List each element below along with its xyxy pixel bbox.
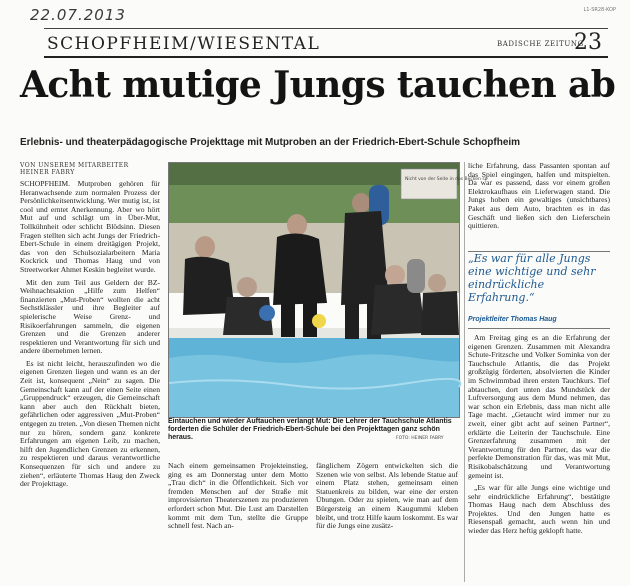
photo-credit: FOTO: HEINER FABRY [396,436,444,441]
paragraph: „Es war für alle Jungs eine wichtige und sehr eindrückliche Erfahrung“, bestätigte Thomas Haug nach dem Abschluss des Projektes. Und den Jungen hatte es Riesenspaß gemacht, auch wenn hin und wieder das Herz heftig geklopft hatte. [468,483,610,536]
quote-rule-bottom [468,328,610,329]
newspaper-name: BADISCHE ZEITUNG [497,40,584,48]
column-divider [464,162,465,582]
paragraph: liche Erfahrung, dass Passanten spontan auf das Spiel eingingen, halfen und mitspielten. Da war es passend, dass vor einem großen Elektrokaufhaus ein Lieferwagen stand. Die Jungs hoben ein gewaltiges (unsichtbares) Paket aus dem Auto, brachten es in das Geschäft und ließen sich den Lieferschein quittieren. [468,161,610,231]
article-photo [168,162,488,418]
section-title: SCHOPFHEIM/WIESENTAL [47,34,321,54]
article-column-3 [316,462,458,584]
paragraph: SCHOPFHEIM. Mutproben gehören für Heranwachsende zum normalen Prozess der Persönlichkeitsentwicklung. Wer mutig ist, ist cool und erntet Anerkennung. Aber wo hört Mut auf und schlägt um in Über-Mut, Tollkühnheit oder schlicht Blödsinn. Diesen Fragen stellten sich acht Jungs der Friedrich-Ebert-Schule in einem dreitägigen Projekt, das von den Schulsozialarbeitern Maria Kockrick und Thomas Haug und von Streetworker Ahmet Keskin begleitet wurde. [20,179,160,274]
page-number: 23 [574,30,602,55]
divers-photo-illustration [169,163,488,417]
article-column-1 [20,180,160,584]
pull-quote: „Es war für alle Jungs eine wichtige und sehr eindrückliche Erfahrung.“ [468,252,596,304]
article-column-4-bottom [468,334,610,584]
byline [20,162,160,176]
paragraph: Nach einem gemeinsamen Projekteinstieg, ging es am Donnerstag unter dem Motto „Trau dich“ in die Öffentlichkeit. Sich vor fremden Menschen auf der Straße mit improvisierten Theaterszenen zu produzieren erfordert schon Mut. Die Lust am Darstellen kommt mit dem Tun, stellte die Gruppe schnell fest. Nach an- [168,461,308,531]
page-code: L1-SR28-KOP [583,7,616,13]
article-column-2 [168,462,308,584]
handwritten-date: 22.07.2013 [30,6,126,24]
section-header [44,28,608,58]
byline-author: HEINER FABRY [20,169,75,176]
paragraph: Am Freitag ging es an die Erfahrung der eigenen Grenzen. Zusammen mit Alexandra Schute-Fritzsche und Volker Sominka von der Tauchschule Atlantis, die das Projekt großzügig förderten, absolvierten die Kinder im Schwimmbad ihren ersten Tauchkurs. Tief abtauchen, dort unten das Mundstück der Luftversorgung aus dem Mund nehmen, das war schon ein Erlebnis, dass man nicht alle Tage macht. „Getaucht wird immer nur zu zweit, einer gibt acht auf seinen Partner“, erklärte die Leiterin der Tauchschule. Eine Grenzerfahrung zusammen mit der Verantwortung für den Partner, das war die perfekte Demonstration für das, was mit Mut, Risikobalschätzung und Verantwortung gemeint ist. [468,333,610,480]
paragraph: fänglichem Zögern entwickelten sich die Szenen wie von selbst. Als lebende Statue auf einem Platz stehen, gemeinsam einen Statuenkreis zu bilden, war eine der ersten Übungen. Oder zu spielen, wie man auf dem Bürgersteig an einem Kaugummi kleben bleibt, und trotz Hilfe kaum loskommt. Es war für die Jungs eine zusätz- [316,461,458,531]
byline-line-1: VON UNSEREM MITARBEITER [20,162,129,169]
quote-author: Projektleiter Thomas Haug [468,316,557,323]
caption-text: Eintauchen und wieder Auftauchen verlangt Mut: Die Lehrer der Tauchschule Atlantis forderten die Schüler der Friedrich-Ebert-Schule bei den Projekttagen ganz schön heraus. [168,418,452,441]
article-headline: Acht mutige Jungs tauchen ab [20,64,616,106]
header-rule-top [44,28,608,29]
pool-sign-text: Nicht von der Seite in das Becken sp [405,177,488,182]
paragraph: Mit den zum Teil aus Geldern der BZ-Weihnachtsaktion „Hilfe zum Helfen“ finanzierten „Mut-Proben“ wollten die acht Sechstklässler und ihre Begleiter auf spielerische Weise Grenz- und Risikoerfahrungen sammeln, die eigenen Grenzen und die Grenzen anderer respektieren und Verantwortung für sich und andere übernehmen lernen. [20,277,160,356]
article-subhead: Erlebnis- und theaterpädagogische Projekttage mit Mutproben an der Friedrich-Ebert-Schule Schopfheim [20,137,521,148]
article-column-4-top [468,162,610,248]
header-rule-bottom [44,56,608,58]
paragraph: Es ist nicht leicht, herauszufinden wo die eigenen Grenzen liegen und wann es an der Zeit ist, konsequent „Nein“ zu sagen. Die Gemeinschaft kann auf der einen Seite einen „Gruppendruck“ erzeugen, die Gemeinschaft kann aber auch den Rückhalt bieten, gefährlichen oder aggressiven „Mut-Proben“ entgegen zu treten. „Von diesen Themen nicht nur zu hören, sondern ganz konkrete Erfahrungen am eigenen Leib, zu machen, hilft den Jugendlichen Grenzen zu erkennen, zu respektieren und daraus verantwortliche Konsequenzen für sich und andere zu ziehen“, erläuterte Thomas Haug den Zweck der Projekttage. [20,358,160,489]
